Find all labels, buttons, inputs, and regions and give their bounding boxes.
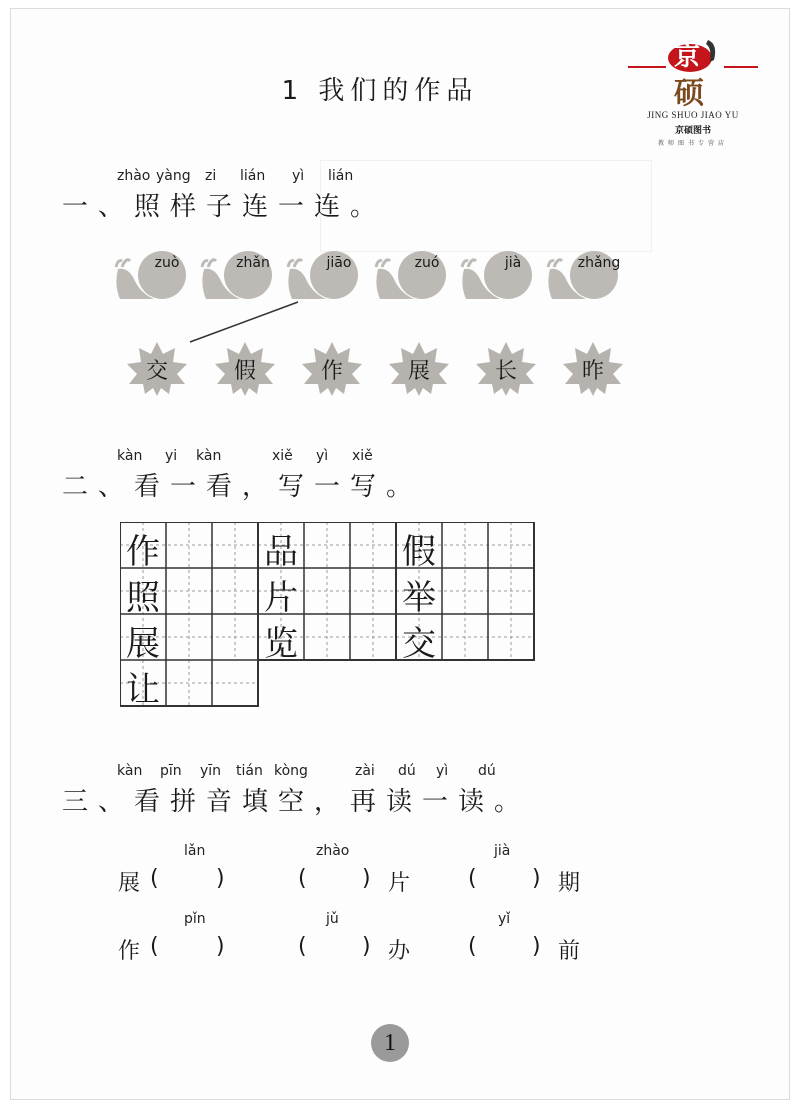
fill-pinyin: pǐn <box>184 911 206 927</box>
grid-char: 作 <box>126 532 160 572</box>
s3-pinyin-7: yì <box>436 763 449 779</box>
fill-blank[interactable] <box>312 870 362 894</box>
s2-pinyin-4: yì <box>316 448 329 464</box>
snail-icon <box>198 245 278 305</box>
s3-pinyin-6: dú <box>398 763 416 779</box>
logo-char-top: 京 <box>674 42 701 72</box>
fill-blank[interactable] <box>312 938 362 962</box>
fill-pinyin: jǔ <box>326 911 339 927</box>
fill-row-1 <box>118 866 598 896</box>
section1-heading: 一、照样子连一连。 <box>62 192 387 222</box>
s2-pinyin-0: kàn <box>117 448 143 464</box>
s1-pinyin-3: lián <box>240 168 266 184</box>
fill-pinyin: lǎn <box>184 843 206 859</box>
s1-pinyin-4: yì <box>292 168 305 184</box>
snail-pinyin: zuó <box>414 255 440 271</box>
logo-text-sub: 教师图书专营店 <box>657 140 728 147</box>
fill-blank[interactable] <box>164 870 214 894</box>
paren-close: ) <box>362 934 371 959</box>
s1-pinyin-0: zhào <box>117 168 151 184</box>
grid-char: 假 <box>402 532 436 572</box>
grid-char: 照 <box>126 578 160 618</box>
snail-icon <box>112 245 192 305</box>
s3-pinyin-5: zài <box>355 763 375 779</box>
grid-char: 品 <box>264 532 298 572</box>
fill-char-after: 片 <box>388 871 411 896</box>
snail-card <box>198 245 278 305</box>
s3-pinyin-3: tián <box>236 763 263 779</box>
paren-close: ) <box>362 866 371 891</box>
snail-pinyin: jiāo <box>326 255 352 271</box>
grid-char: 片 <box>264 578 298 618</box>
snail-pinyin: zhǎng <box>577 255 621 271</box>
s2-pinyin-3: xiě <box>272 448 293 464</box>
fill-pinyin: yǐ <box>498 911 511 927</box>
fill-blank[interactable] <box>164 938 214 962</box>
s1-pinyin-2: zi <box>205 168 217 184</box>
grid-lines <box>120 522 540 712</box>
fill-char-after: 办 <box>388 939 411 964</box>
s1-pinyin-1: yàng <box>156 168 191 184</box>
s3-pinyin-1: pīn <box>160 763 182 779</box>
publisher-logo <box>628 30 768 150</box>
fill-char-after: 前 <box>558 939 581 964</box>
fill-blank[interactable] <box>482 938 532 962</box>
leaf-char: 交 <box>145 359 168 384</box>
grid-char: 举 <box>402 578 436 618</box>
fill-blank[interactable] <box>482 870 532 894</box>
fill-char-after: 期 <box>558 871 581 896</box>
section2-heading: 二、看一看，写一写。 <box>62 472 423 502</box>
s3-pinyin-4: kòng <box>274 763 308 779</box>
paren-open: ( <box>468 934 477 959</box>
logo-char-bottom: 硕 <box>674 76 704 111</box>
leaf-char: 昨 <box>581 359 604 384</box>
leaf-card <box>560 340 626 396</box>
paren-open: ( <box>298 866 307 891</box>
fill-char-before: 展 <box>118 871 141 896</box>
s1-pinyin-5: lián <box>328 168 354 184</box>
s2-pinyin-2: kàn <box>196 448 222 464</box>
fill-pinyin: zhào <box>316 843 350 859</box>
snail-card <box>284 245 364 305</box>
fill-pinyin: jià <box>494 843 511 859</box>
leaf-char: 长 <box>494 359 517 384</box>
section3-heading: 三、看拼音填空，再读一读。 <box>62 787 531 817</box>
snail-card <box>544 245 624 305</box>
leaf-char: 假 <box>233 359 256 384</box>
leaf-card <box>473 340 539 396</box>
fill-char-before: 作 <box>118 939 141 964</box>
leaf-card <box>386 340 452 396</box>
page-number: 1 <box>371 1024 409 1062</box>
s3-pinyin-2: yīn <box>200 763 222 779</box>
s2-pinyin-5: xiě <box>352 448 373 464</box>
logo-text-en: JING SHUO JIAO YU <box>647 110 739 120</box>
s3-pinyin-8: dú <box>478 763 496 779</box>
fill-row-2 <box>118 934 598 964</box>
snail-icon <box>458 245 538 305</box>
s3-pinyin-0: kàn <box>117 763 143 779</box>
leaf-card <box>124 340 190 396</box>
paren-close: ) <box>216 934 225 959</box>
paren-open: ( <box>468 866 477 891</box>
leaf-char: 作 <box>320 359 343 384</box>
paren-open: ( <box>150 866 159 891</box>
snail-card <box>458 245 538 305</box>
snail-card <box>112 245 192 305</box>
leaf-char: 展 <box>407 359 430 384</box>
logo-red-line-left <box>628 66 666 68</box>
paren-close: ) <box>216 866 225 891</box>
paren-open: ( <box>150 934 159 959</box>
leaf-card <box>299 340 365 396</box>
logo-red-line-right <box>724 66 758 68</box>
paren-open: ( <box>298 934 307 959</box>
snail-icon <box>284 245 364 305</box>
snail-icon <box>544 245 624 305</box>
snail-pinyin: zuò <box>154 255 180 271</box>
snail-pinyin: zhǎn <box>236 255 270 271</box>
s2-pinyin-1: yi <box>165 448 178 464</box>
snail-icon <box>372 245 452 305</box>
paren-close: ) <box>532 866 541 891</box>
lesson-title: 1 我们的作品 <box>281 76 479 106</box>
logo-text-cn: 京硕图书 <box>674 126 711 136</box>
snail-pinyin: jià <box>504 255 522 271</box>
grid-char: 交 <box>402 624 436 664</box>
grid-char: 览 <box>264 624 298 664</box>
paren-close: ) <box>532 934 541 959</box>
snail-card <box>372 245 452 305</box>
grid-char: 展 <box>126 624 160 664</box>
leaf-card <box>212 340 278 396</box>
grid-char: 让 <box>126 670 160 710</box>
